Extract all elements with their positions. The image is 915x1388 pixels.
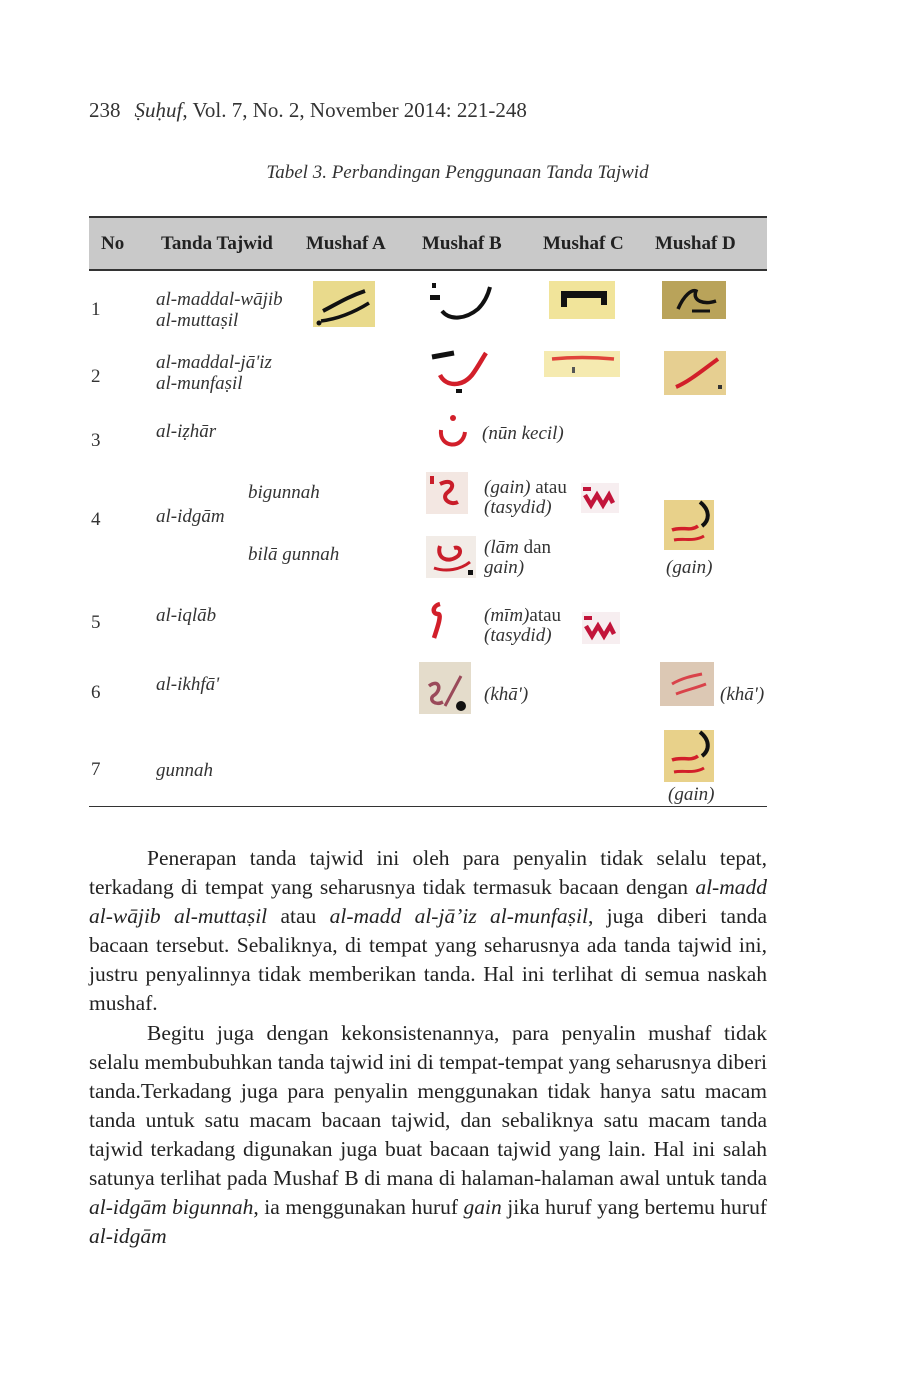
row-4b-note-dan: dan	[518, 537, 552, 558]
row-4a-mushaf-b-tasydid-glyph	[581, 483, 619, 513]
row-2-mushaf-b-glyph	[428, 349, 498, 397]
row-4a-note-gain: (gain)	[484, 477, 531, 498]
row-5-note-tasydid: (tasydid)	[484, 625, 552, 646]
col-header-mushaf-b: Mushaf B	[422, 233, 502, 254]
row-6-mushaf-b-note: (khā')	[484, 684, 529, 705]
paragraph-1-text	[89, 846, 767, 1015]
row-6-mushaf-d-note: (khā')	[720, 684, 765, 705]
row-2-mushaf-d-glyph	[664, 351, 726, 395]
row-4a-mushaf-b-glyph	[426, 472, 468, 514]
row-4-no: 4	[91, 509, 101, 530]
row-4-mushaf-d-note: (gain)	[666, 557, 713, 578]
row-4-sub-bigunnah: bigunnah	[248, 482, 320, 503]
row-1-name-line2: al-muttaṣil	[156, 310, 239, 331]
p2-run-2: , ia menggunakan huruf	[253, 1195, 464, 1219]
row-6-mushaf-b-glyph	[419, 662, 471, 714]
row-6-mushaf-d-glyph	[660, 662, 714, 706]
paragraph-2-text	[89, 1021, 767, 1248]
row-6-name: al-ikhfā'	[156, 674, 220, 695]
p1-run-0: Penerapan tanda tajwid ini oleh para penyalin tidak selalu tepat, terkadang di tempat yang seharusnya tidak termasuk bacaan dengan	[89, 846, 767, 899]
col-header-no: No	[101, 233, 125, 254]
p1-run-4: , juga diberi tanda bacaan tersebut. Sebaliknya, di tempat yang seharusnya ada tanda tajwid ini, justru penyalinnya tidak memberikan tanda. Hal ini terlihat di semua naskah mushaf.	[89, 904, 767, 1015]
running-head	[89, 98, 527, 123]
row-5-note-line1	[484, 605, 561, 626]
row-5-mushaf-b-glyph	[424, 596, 454, 644]
row-5-name: al-iqlāb	[156, 605, 217, 626]
col-header-tanda-tajwid: Tanda Tajwid	[161, 233, 273, 254]
row-2-name-line2: al-munfaṣil	[156, 373, 243, 394]
p2-run-3: gain	[463, 1195, 502, 1219]
body-paragraph-2	[89, 1019, 767, 1251]
row-2-no: 2	[91, 366, 101, 387]
page-number: 238	[89, 98, 121, 122]
row-4b-note-lam: (lām	[484, 537, 519, 558]
body-paragraph-1	[89, 844, 767, 1018]
row-5-note-atau: atau	[529, 605, 562, 626]
row-1-no: 1	[91, 299, 101, 320]
row-4-mushaf-d-glyph	[664, 500, 714, 550]
row-7-mushaf-d-note: (gain)	[668, 784, 715, 805]
row-4b-mushaf-b-glyph	[426, 536, 476, 578]
row-4-name: al-idgām	[156, 506, 225, 527]
p1-run-3: al-madd al-jā’iz al-munfaṣil	[329, 904, 588, 928]
table-caption: Tabel 3. Perbandingan Penggunaan Tanda Tajwid	[266, 162, 649, 183]
col-header-mushaf-c: Mushaf C	[543, 233, 624, 254]
col-header-mushaf-d: Mushaf D	[655, 233, 736, 254]
row-5-no: 5	[91, 612, 101, 633]
row-3-mushaf-b-glyph	[433, 408, 475, 460]
row-2-mushaf-c-glyph	[544, 351, 620, 377]
row-4a-note-line1	[484, 477, 567, 498]
row-1-name-line1: al-maddal-wājib	[156, 289, 283, 310]
row-4a-note-tasydid: (tasydid)	[484, 497, 552, 518]
row-4b-note-line1	[484, 537, 551, 558]
row-5-note-mim: (mīm)	[484, 605, 530, 626]
row-3-mushaf-b-note: (nūn kecil)	[482, 423, 564, 444]
journal-name: Ṣuḥuf	[134, 98, 183, 122]
row-4b-note-gain: gain)	[484, 557, 525, 578]
table-header	[89, 216, 767, 271]
row-1-mushaf-c-glyph	[549, 281, 615, 319]
row-1-mushaf-b-glyph	[428, 281, 498, 327]
row-4a-note-atau: atau	[530, 477, 567, 498]
table-bottom-rule	[89, 806, 767, 807]
row-1-mushaf-d-glyph	[662, 281, 726, 319]
row-7-mushaf-d-glyph	[664, 730, 714, 782]
row-3-no: 3	[91, 430, 101, 451]
p2-run-4: jika huruf yang bertemu huruf	[501, 1195, 768, 1219]
p2-run-1: al-idgām bigunnah	[89, 1195, 254, 1219]
row-5-mushaf-b-tasydid-glyph	[582, 612, 620, 644]
row-4-sub-bila-gunnah: bilā gunnah	[248, 544, 340, 565]
row-2-name-line1: al-maddal-jā'iz	[156, 352, 272, 373]
row-7-no: 7	[91, 759, 101, 780]
row-6-no: 6	[91, 682, 101, 703]
row-3-name: al-iẓhār	[156, 421, 217, 442]
row-7-name: gunnah	[156, 760, 213, 781]
col-header-mushaf-a: Mushaf A	[306, 233, 386, 254]
p1-run-2: atau	[267, 904, 330, 928]
p2-run-5: al-idgām	[89, 1224, 167, 1248]
p2-run-0: Begitu juga dengan kekonsistenannya, para penyalin mushaf tidak selalu membubuhkan tanda tajwid ini di tempat-tempat yang seharusnya diberi tanda.Terkadang juga para penyalin menggunakan tidak hanya satu macam tanda untuk satu macam bacaan tajwid, dan sebaliknya satu macam tanda tajwid terkadang digunakan juga buat bacaan tajwid yang lain. Hal ini salah satunya terlihat pada Mushaf B di mana di halaman-halaman awal untuk tanda	[89, 1021, 767, 1190]
p1-run-1: al-madd al-wājib al-muttaṣil	[89, 875, 767, 928]
volume-info: , Vol. 7, No. 2, November 2014: 221-248	[182, 98, 527, 122]
row-1-mushaf-a-glyph	[313, 281, 375, 327]
